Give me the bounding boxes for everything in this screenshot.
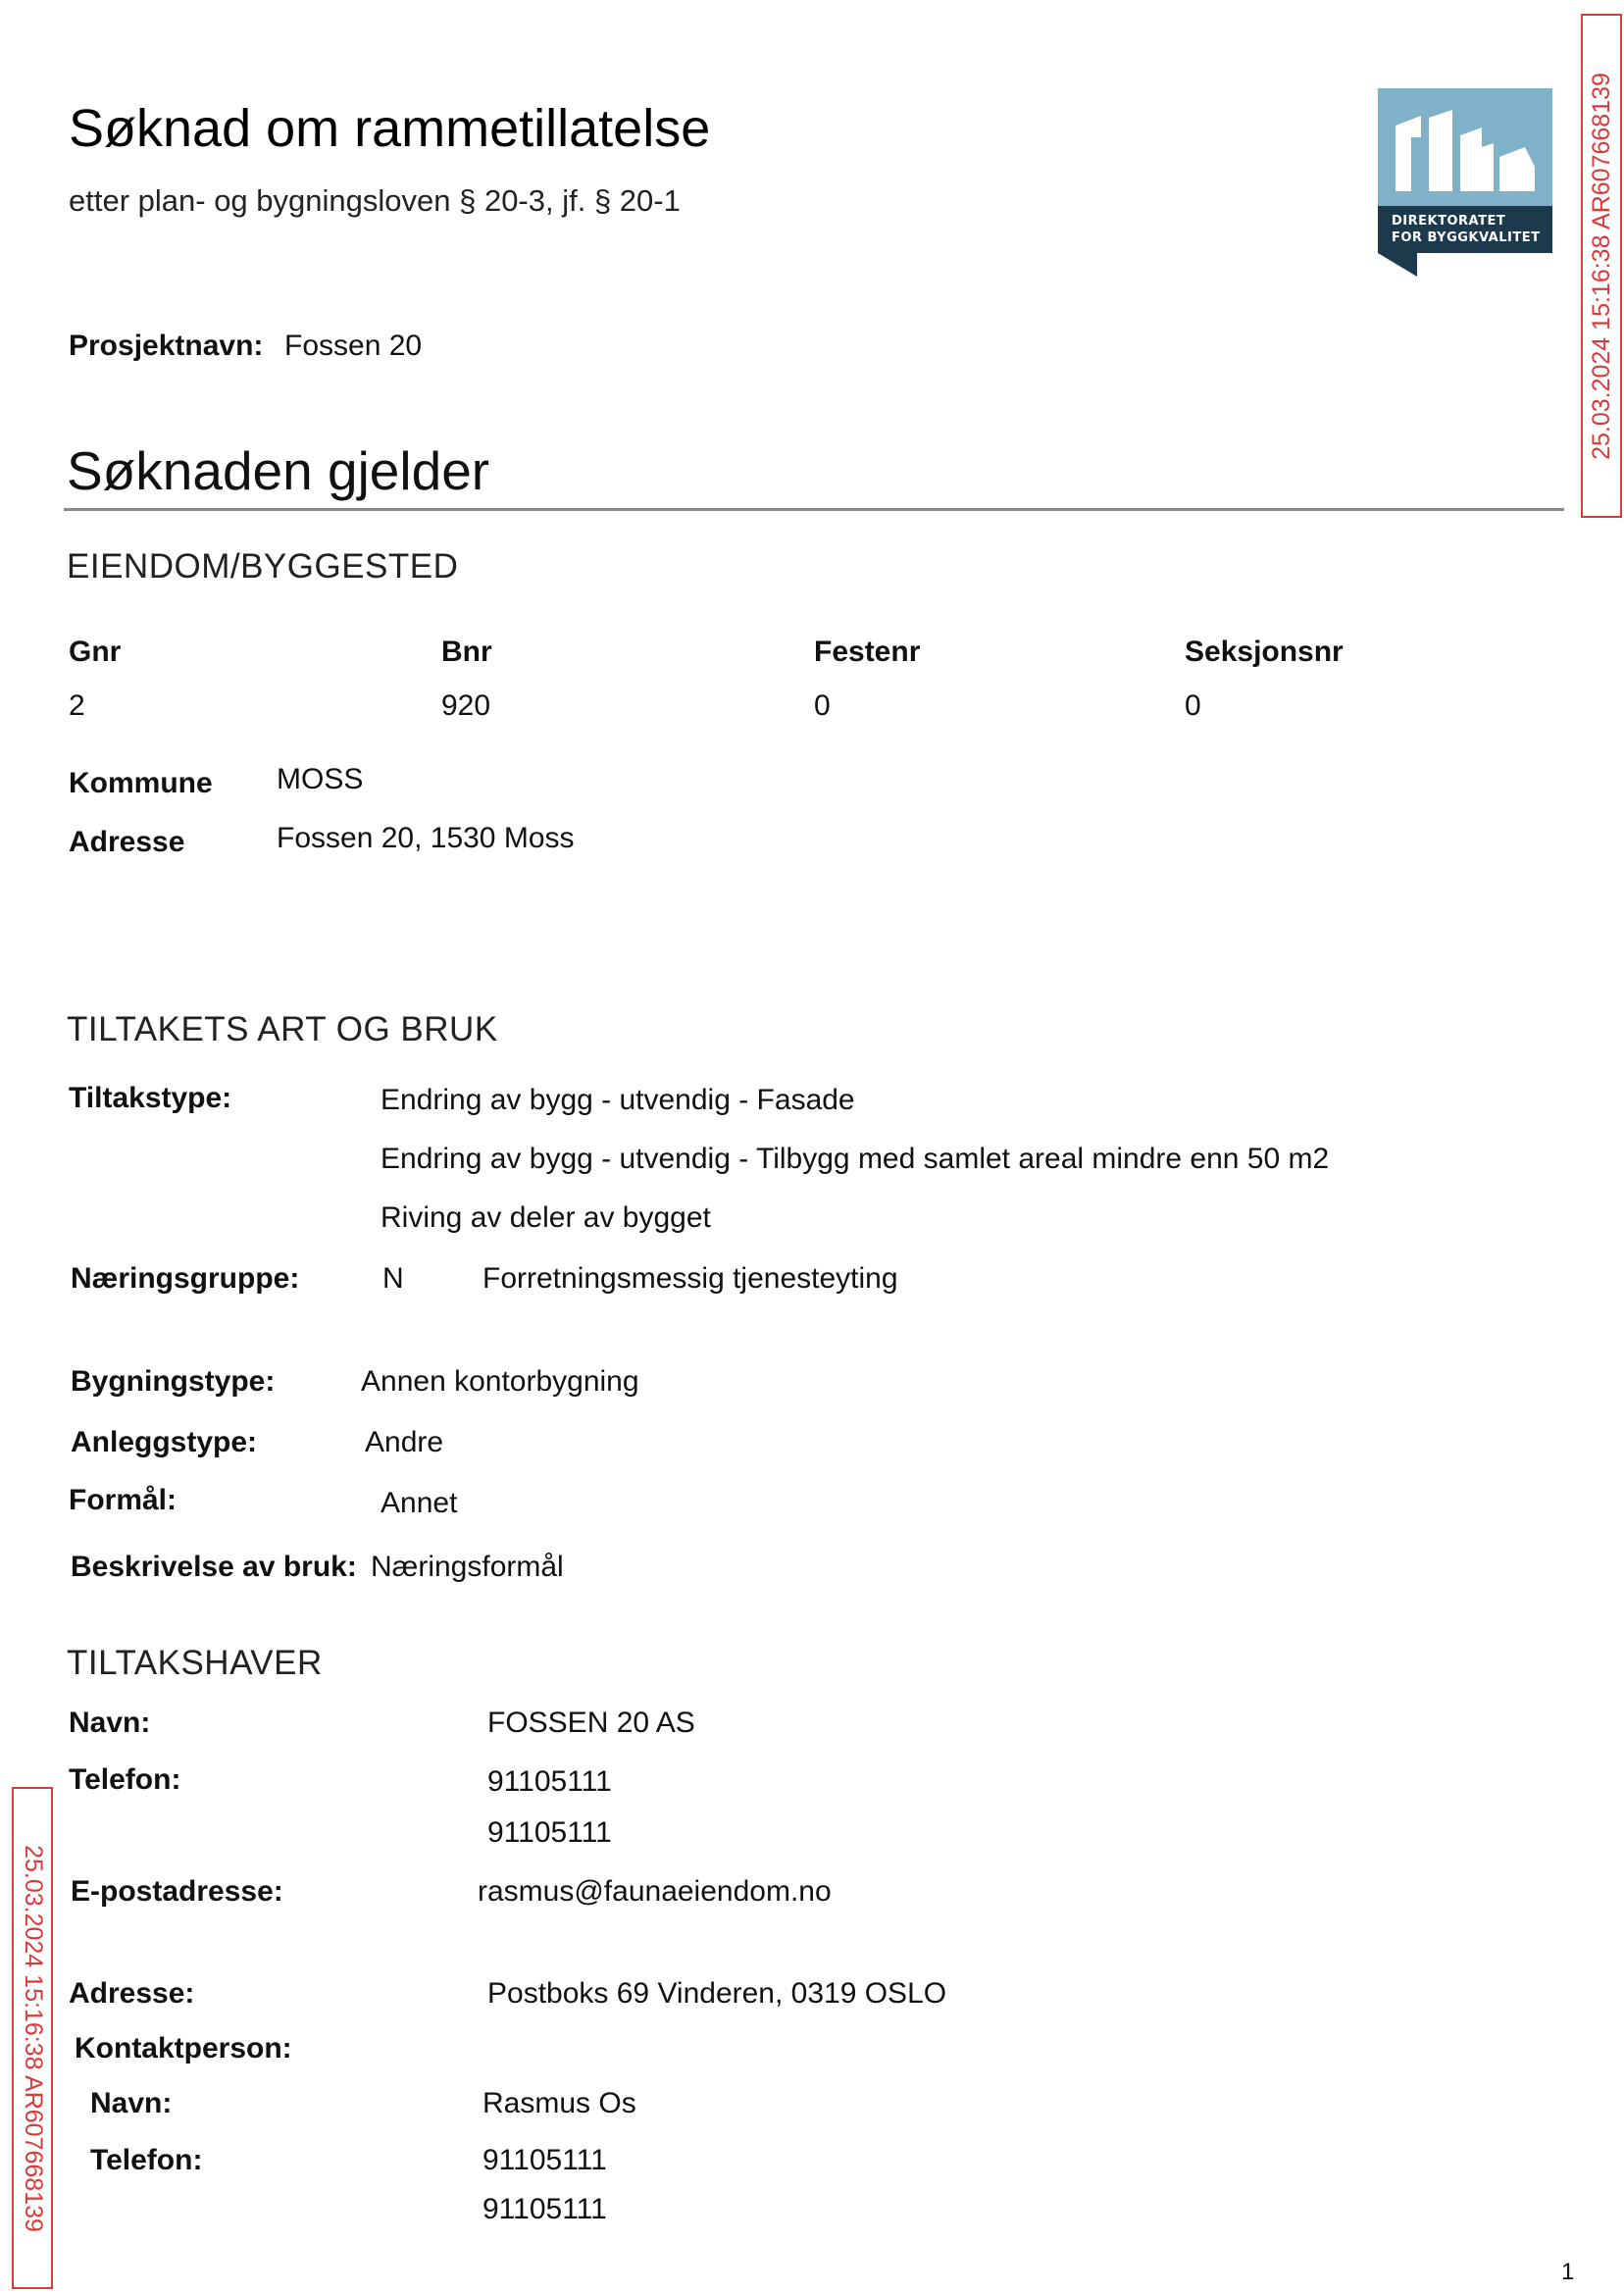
tiltakstype-label: Tiltakstype: — [69, 1082, 232, 1114]
naeringsgruppe-label: Næringsgruppe: — [71, 1262, 300, 1295]
receipt-stamp-top: 25.03.2024 15:16:38 AR607668139 — [1581, 14, 1622, 518]
document-title: Søknad om rammetillatelse — [69, 99, 711, 158]
tiltakshaver-telefon-value-1: 91105111 — [487, 1765, 612, 1798]
bygningstype-value: Annen kontorbygning — [361, 1365, 639, 1398]
bruk-label: Beskrivelse av bruk: — [71, 1551, 357, 1583]
kontakt-navn-label: Navn: — [90, 2087, 173, 2119]
document-subtitle: etter plan- og bygningsloven § 20-3, jf. § 20-1 — [69, 183, 681, 218]
eiendom-heading: EIENDOM/BYGGESTED — [67, 547, 459, 586]
festenr-label: Festenr — [814, 636, 921, 668]
tiltakshaver-heading: TILTAKSHAVER — [67, 1644, 323, 1682]
gnr-label: Gnr — [69, 636, 122, 668]
tiltakstype-value-1: Endring av bygg - utvendig - Fasade — [381, 1084, 855, 1116]
tiltak-heading: TILTAKETS ART OG BRUK — [67, 1010, 498, 1048]
tiltakshaver-navn-value: FOSSEN 20 AS — [487, 1707, 695, 1739]
epost-label: E-postadresse: — [71, 1875, 283, 1908]
adresse-value: Fossen 20, 1530 Moss — [277, 822, 575, 854]
project-name-value: Fossen 20 — [284, 330, 423, 362]
festenr-value: 0 — [814, 689, 831, 722]
naeringsgruppe-code: N — [382, 1262, 404, 1295]
tiltakshaver-telefon-value-2: 91105111 — [487, 1816, 612, 1849]
dibk-logo — [1378, 88, 1552, 277]
naeringsgruppe-value: Forretningsmessig tjenesteyting — [482, 1262, 898, 1295]
gnr-value: 2 — [69, 689, 85, 722]
project-name-label: Prosjektnavn: — [69, 330, 264, 362]
section-divider — [64, 508, 1564, 511]
formaal-label: Formål: — [69, 1484, 178, 1516]
tiltakshaver-adresse-value: Postboks 69 Vinderen, 0319 OSLO — [487, 1977, 947, 2010]
section-title: Søknaden gjelder — [67, 440, 490, 501]
kommune-label: Kommune — [69, 767, 213, 799]
kontakt-telefon-value-2: 91105111 — [482, 2193, 607, 2225]
epost-value: rasmus@faunaeiendom.no — [478, 1875, 832, 1908]
seksjonsnr-value: 0 — [1185, 689, 1201, 722]
formaal-value: Annet — [381, 1487, 458, 1519]
tiltakstype-value-3: Riving av deler av bygget — [381, 1201, 711, 1234]
tiltakstype-value-2: Endring av bygg - utvendig - Tilbygg med samlet areal mindre enn 50 m2 — [381, 1143, 1330, 1175]
kontakt-telefon-label: Telefon: — [90, 2144, 203, 2176]
seksjonsnr-label: Seksjonsnr — [1185, 636, 1344, 668]
bygningstype-label: Bygningstype: — [71, 1365, 276, 1398]
logo-text-line1: DIREKTORATET — [1392, 214, 1506, 229]
anleggstype-label: Anleggstype: — [71, 1426, 258, 1458]
tiltakshaver-navn-label: Navn: — [69, 1707, 151, 1739]
receipt-stamp-bottom: 25.03.2024 15:16:38 AR607668139 — [12, 1787, 53, 2289]
tiltakshaver-adresse-label: Adresse: — [69, 1977, 195, 2010]
kommune-value: MOSS — [277, 763, 364, 795]
bnr-label: Bnr — [441, 636, 492, 668]
kontakt-navn-value: Rasmus Os — [482, 2087, 636, 2119]
bruk-value: Næringsformål — [371, 1551, 564, 1583]
tiltakshaver-telefon-label: Telefon: — [69, 1763, 181, 1796]
anleggstype-value: Andre — [365, 1426, 444, 1458]
kontaktperson-label: Kontaktperson: — [75, 2032, 292, 2065]
page-number: 1 — [1561, 2259, 1575, 2285]
logo-text-line2: FOR BYGGKVALITET — [1392, 230, 1541, 245]
bnr-value: 920 — [441, 689, 491, 722]
kontakt-telefon-value-1: 91105111 — [482, 2144, 607, 2176]
adresse-label: Adresse — [69, 826, 185, 858]
